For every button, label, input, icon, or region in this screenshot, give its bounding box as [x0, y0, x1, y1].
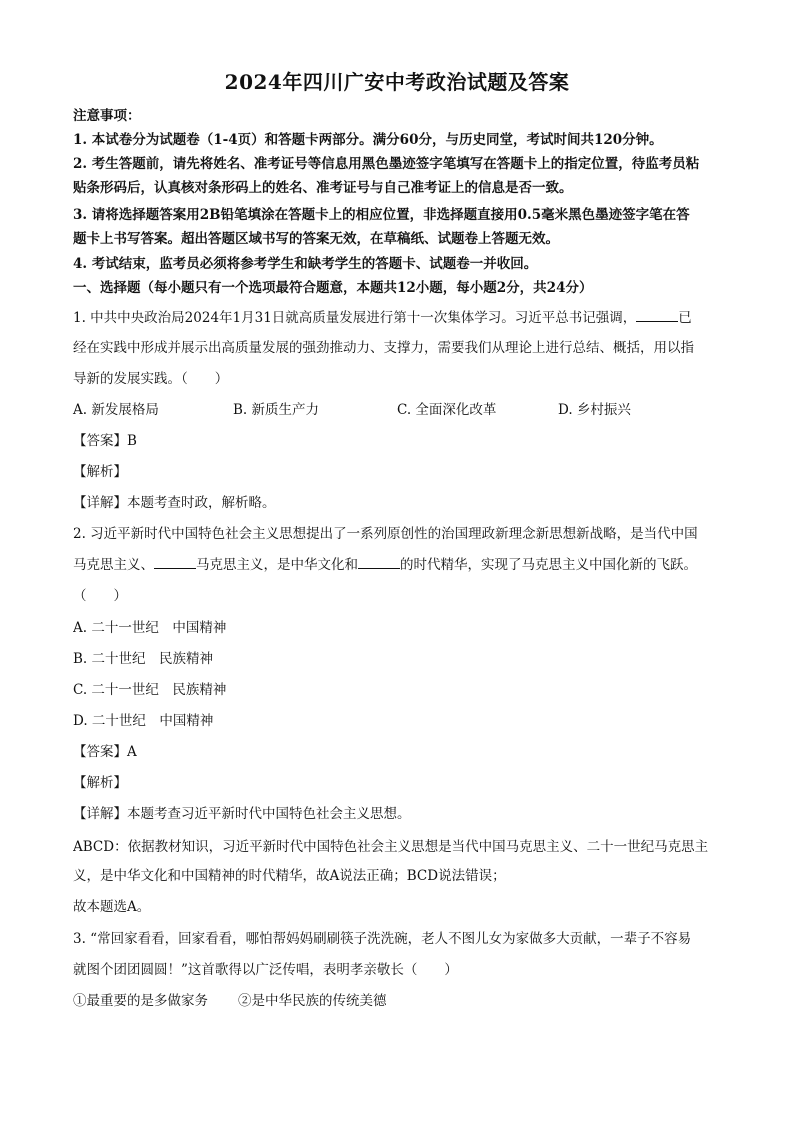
q3-option-2: ②是中华民族的传统美德: [238, 993, 387, 1009]
q2-text-b: 马克思主义，是中华文化和: [196, 557, 358, 573]
q2-option-a: A. 二十一世纪 中国精神: [73, 620, 227, 636]
notice-item-3: 3. 请将选择题答案用2B铅笔填涂在答题卡上的相应位置，非选择题直接用0.5毫米黑色墨迹签字笔在答: [73, 207, 690, 223]
q2-conclusion: 故本题选A。: [73, 899, 151, 915]
q2-stem-line-3: （ ）: [73, 588, 127, 604]
q1-stem-line-1: [73, 308, 723, 328]
q3-stem-line-2: 就图个团团圆圆！”这首歌得以广泛传唱，表明孝亲敬长（ ）: [73, 962, 458, 978]
q1-option-a: A. 新发展格局: [73, 402, 159, 418]
q1-option-c: C. 全面深化改革: [397, 402, 497, 418]
q1-option-d: D. 乡村振兴: [558, 402, 631, 418]
q2-detail: 【详解】本题考查习近平新时代中国特色社会主义思想。: [73, 806, 411, 822]
notice-item-1: 1. 本试卷分为试题卷（1-4页）和答题卡两部分。满分60分，与历史同堂，考试时间共120分钟。: [73, 132, 663, 148]
q2-text-a: 马克思主义、: [73, 557, 154, 573]
q2-explanation-line-1: ABCD：依据教材知识，习近平新时代中国特色社会主义思想是当代中国马克思主义、二十一世纪马克思主: [73, 839, 709, 855]
q2-text-c: 的时代精华，实现了马克思主义中国化新的飞跃。: [400, 557, 697, 573]
q1-analysis: 【解析】: [73, 464, 127, 480]
q3-stem-line-1: 3. “常回家看看，回家看看，哪怕帮妈妈刷刷筷子洗洗碗，老人不图儿女为家做多大贡献，一辈子不容易: [73, 931, 692, 947]
q2-analysis: 【解析】: [73, 775, 127, 791]
q3-option-1: ①最重要的是多做家务: [73, 993, 208, 1009]
q1-text-a: 1. 中共中央政治局2024年1月31日就高质量发展进行第十一次集体学习。习近平总书记强调，: [73, 310, 637, 326]
q1-detail: 【详解】本题考查时政，解析略。: [73, 495, 276, 511]
q2-stem-line-1: 2. 习近平新时代中国特色社会主义思想提出了一系列原创性的治国理政新理念新思想新战略，是当代中国: [73, 526, 698, 542]
q2-option-b: B. 二十世纪 民族精神: [73, 651, 214, 667]
q2-option-d: D. 二十世纪 中国精神: [73, 713, 214, 729]
q2-blank-1: [154, 556, 196, 569]
notice-item-3-cont: 题卡上书写答案。超出答题区域书写的答案无效，在草稿纸、试题卷上答题无效。: [73, 231, 559, 247]
q2-explanation-line-2: 义，是中华文化和中国精神的时代精华，故A说法正确；BCD说法错误；: [73, 868, 506, 884]
q1-stem-line-2: 经在实践中形成并展示出高质量发展的强劲推动力、支撑力，需要我们从理论上进行总结、概括，用以指: [73, 340, 694, 356]
q1-option-b: B. 新质生产力: [233, 402, 320, 418]
notice-item-4: 4. 考试结束，监考员必须将参考学生和缺考学生的答题卡、试题卷一并收回。: [73, 256, 538, 272]
q1-text-b: 已: [678, 310, 692, 326]
section-heading: 一、选择题（每小题只有一个选项最符合题意，本题共12小题，每小题2分，共24分）: [73, 280, 593, 296]
q2-answer: 【答案】A: [73, 744, 137, 760]
q2-blank-2: [358, 556, 400, 569]
notice-item-2-cont: 贴条形码后，认真核对条形码上的姓名、准考证号与自己准考证上的信息是否一致。: [73, 180, 573, 196]
q1-stem-line-3: 导新的发展实践。（ ）: [73, 371, 229, 387]
notice-heading: 注意事项：: [73, 108, 141, 124]
q2-stem-line-2: [73, 555, 723, 575]
q1-answer: 【答案】B: [73, 433, 137, 449]
q1-blank: [636, 309, 678, 322]
q2-option-c: C. 二十一世纪 民族精神: [73, 682, 227, 698]
notice-item-2: 2. 考生答题前，请先将姓名、准考证号等信息用黑色墨迹签字笔填写在答题卡上的指定位置，待监考员粘: [73, 156, 700, 172]
page-title: 2024年四川广安中考政治试题及答案: [224, 70, 570, 94]
